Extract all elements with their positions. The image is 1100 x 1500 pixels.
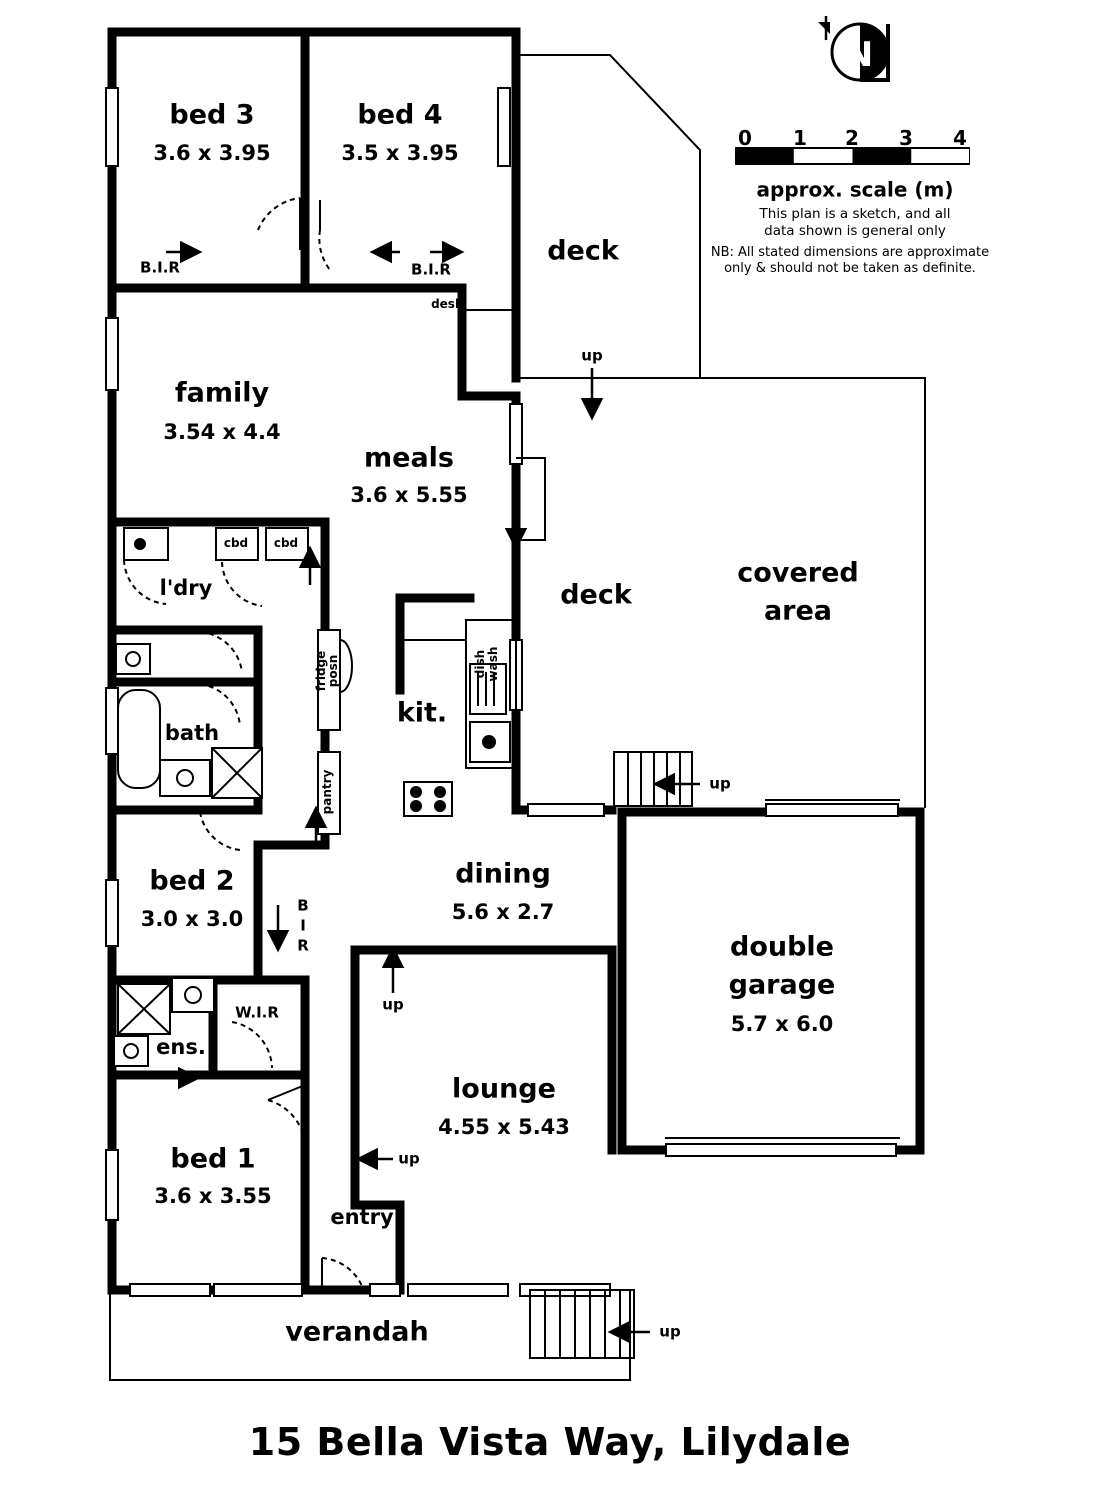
label-verandah: verandah (285, 1316, 429, 1348)
room-label-bed-3: bed 3 (169, 99, 255, 131)
room-dim-bed-4: 3.5 x 3.95 (341, 140, 459, 165)
label-bath: bath (164, 720, 220, 745)
label-kitchen: kit. (396, 697, 448, 729)
covered-area-line1: covered (737, 557, 859, 589)
label-up-5: up (659, 1322, 681, 1341)
label-pantry: pantry (320, 769, 335, 815)
room-dim-double-garage: 5.7 x 6.0 (730, 1011, 834, 1036)
label-bir-bed4: B.I.R (411, 260, 451, 279)
room-label-dining: dining (455, 858, 551, 890)
label-cbd-1: cbd (223, 536, 249, 551)
label-dishwasher-line2: wash (486, 646, 501, 682)
room-label-bed-4: bed 4 (357, 99, 443, 131)
label-cbd-2: cbd (273, 536, 299, 551)
scale-tick-0: 0 (738, 126, 752, 150)
label-entry: entry (330, 1204, 394, 1229)
room-dim-bed-2: 3.0 x 3.0 (140, 906, 244, 931)
label-bir-bed2-i: I (300, 916, 306, 935)
label-wir: W.I.R (235, 1003, 279, 1022)
label-up-2: up (709, 774, 731, 793)
room-dim-family: 3.54 x 4.4 (163, 419, 281, 444)
scale-tick-1: 1 (793, 126, 807, 150)
scale-note-line2: data shown is general only (764, 222, 946, 239)
room-dim-meals: 3.6 x 5.55 (350, 482, 468, 507)
scale-note-line1: This plan is a sketch, and all (759, 206, 951, 222)
room-dim-bed-1: 3.6 x 3.55 (154, 1183, 272, 1208)
room-label-meals: meals (364, 442, 454, 474)
label-fridge-posn-line2: posn (326, 654, 341, 688)
covered-area-line2: area (763, 595, 833, 627)
scale-tick-4: 4 (953, 126, 967, 150)
disclaimer-line2: only & should not be taken as definite. (724, 261, 976, 277)
label-up-3: up (382, 995, 404, 1014)
label-ensuite: ens. (156, 1034, 206, 1059)
scale-title: approx. scale (m) (756, 177, 954, 202)
label-fridge-posn-line1: fridge (314, 650, 329, 692)
room-dim-bed-3: 3.6 x 3.95 (153, 140, 271, 165)
garage-line2: garage (728, 969, 836, 1001)
label-dishwasher-line1: dish (473, 649, 488, 679)
page-title: 15 Bella Vista Way, Lilydale (248, 1420, 852, 1464)
room-label-lounge: lounge (452, 1073, 556, 1105)
label-laundry: l'dry (159, 575, 213, 600)
north-arrow-icon (800, 10, 910, 110)
label-bir-bed2-r: R (297, 936, 309, 955)
room-label-deck-upper: deck (547, 235, 619, 267)
room-label-deck-lower: deck (560, 579, 632, 611)
disclaimer-line1: NB: All stated dimensions are approximate (710, 245, 990, 260)
svg-text:N: N (844, 35, 874, 75)
room-dim-dining: 5.6 x 2.7 (451, 899, 555, 924)
scale-tick-3: 3 (899, 126, 913, 150)
room-label-bed-2: bed 2 (149, 865, 235, 897)
scale-tick-2: 2 (845, 126, 859, 150)
label-bir-bed2-b: B (297, 896, 309, 915)
room-label-double-garage (730, 931, 834, 962)
label-desk: desk (431, 297, 463, 312)
room-label-bed-1: bed 1 (170, 1143, 256, 1175)
label-up-4: up (398, 1149, 420, 1168)
label-bir-bed3: B.I.R (140, 258, 180, 277)
room-dim-lounge: 4.55 x 5.43 (438, 1114, 570, 1139)
garage-name: double (730, 931, 834, 963)
room-label-covered-area (737, 557, 858, 588)
label-up-1: up (581, 346, 603, 365)
room-label-family: family (174, 377, 270, 409)
